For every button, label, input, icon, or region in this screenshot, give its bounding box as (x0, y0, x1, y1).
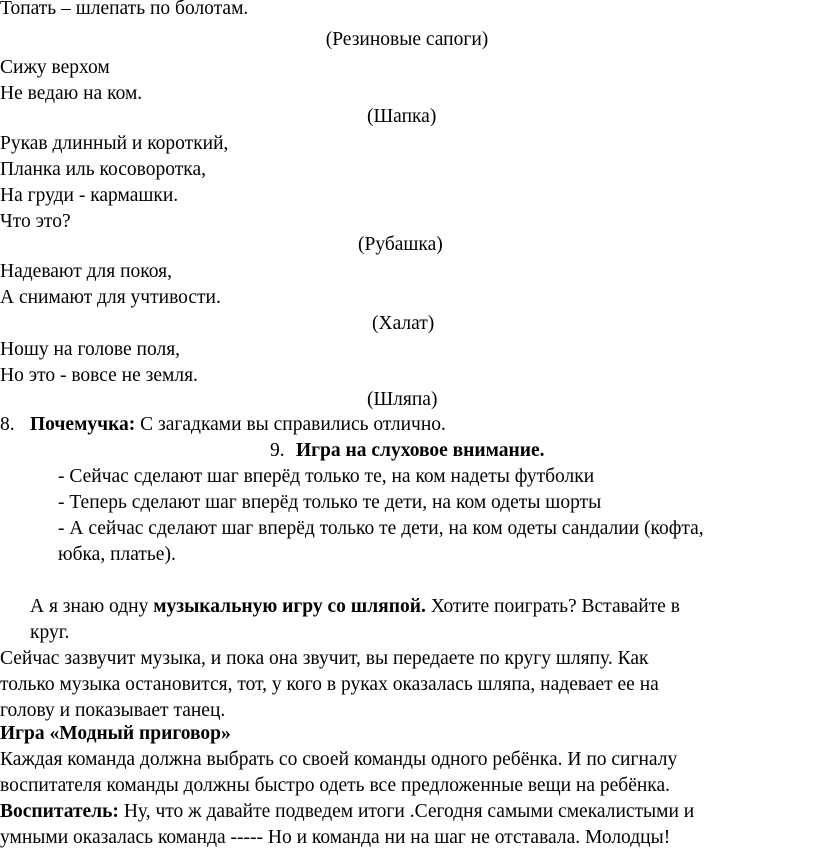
game-title: Игра «Модный приговор» (0, 723, 231, 744)
music-paragraph-line-1: Сейчас зазвучит музыка, и пока она звучит, вы передаете по кругу шляпу. Как (0, 648, 649, 669)
teacher-line-1 (0, 799, 694, 825)
riddle-5-answer: (Шляпа) (367, 389, 438, 410)
teacher-label: Воспитатель: (0, 801, 119, 822)
music-paragraph-line-3: голову и показывает танец. (0, 700, 226, 721)
riddle-3-line-4: Что это? (0, 211, 71, 232)
teacher-text-1: Ну, что ж давайте подведем итоги .Сегодня самыми смекалистыми и (118, 801, 695, 822)
item-9-heading (270, 438, 545, 464)
item-8-number: 8. (0, 414, 15, 435)
riddle-3-line-1: Рукав длинный и короткий, (0, 133, 229, 154)
item-9-bullet-3-line-2: юбка, платье). (58, 544, 176, 565)
game-paragraph-line-1: Каждая команда должна выбрать со своей команды одного ребёнка. И по сигналу (0, 749, 678, 770)
riddle-4-answer: (Халат) (372, 313, 435, 334)
music-game-intro (30, 594, 680, 620)
teacher-line-2: умными оказалась команда ----- Но и команда ни на шаг не отставала. Молодцы! (0, 827, 671, 848)
riddle-1-line-1: Топать – шлепать по болотам. (0, 0, 249, 19)
music-paragraph-line-2: только музыка остановится, тот, у кого в руках оказалась шляпа, надевает ее на (0, 674, 659, 695)
item-9-bullet-3-line-1: - А сейчас сделают шаг вперёд только те дети, на ком одеты сандалии (кофта, (58, 518, 704, 539)
riddle-2-answer: (Шапка) (367, 106, 437, 127)
item-9-bullet-1: - Сейчас сделают шаг вперёд только те, на ком надеты футболки (58, 466, 595, 487)
riddle-1-answer (0, 27, 816, 53)
riddle-2-line-1: Сижу верхом (0, 57, 110, 78)
item-8-title: Почемучка: (30, 414, 136, 435)
riddle-4-line-1: Надевают для покоя, (0, 261, 173, 282)
riddle-3-line-2: Планка иль косоворотка, (0, 159, 206, 180)
music-post: Хотите поиграть? Вставайте в (425, 596, 680, 617)
item-8-text: С загадками вы справились отлично. (135, 414, 446, 435)
riddle-2-line-2: Не ведаю на ком. (0, 83, 143, 104)
item-9-title: Игра на слуховое внимание. (296, 440, 545, 461)
riddle-5-line-2: Но это - вовсе не земля. (0, 365, 198, 386)
riddle-1-answer-text: (Резиновые сапоги) (325, 29, 489, 50)
riddle-3-line-3: На груди - кармашки. (0, 185, 179, 206)
item-9-bullet-2: - Теперь сделают шаг вперёд только те дети, на ком одеты шорты (58, 492, 602, 513)
riddle-4-line-2: А снимают для учтивости. (0, 287, 221, 308)
game-paragraph-line-2: воспитателя команды должны быстро одеть все предложенные вещи на ребёнка. (0, 775, 671, 796)
music-game-intro-line-2: круг. (30, 622, 70, 643)
riddle-5-line-1: Ношу на голове поля, (0, 339, 181, 360)
item-8 (0, 412, 446, 438)
item-9-number: 9. (270, 440, 285, 461)
riddle-3-answer: (Рубашка) (358, 234, 443, 255)
music-pre: А я знаю одну (30, 596, 154, 617)
music-bold: музыкальную игру со шляпой. (153, 596, 426, 617)
